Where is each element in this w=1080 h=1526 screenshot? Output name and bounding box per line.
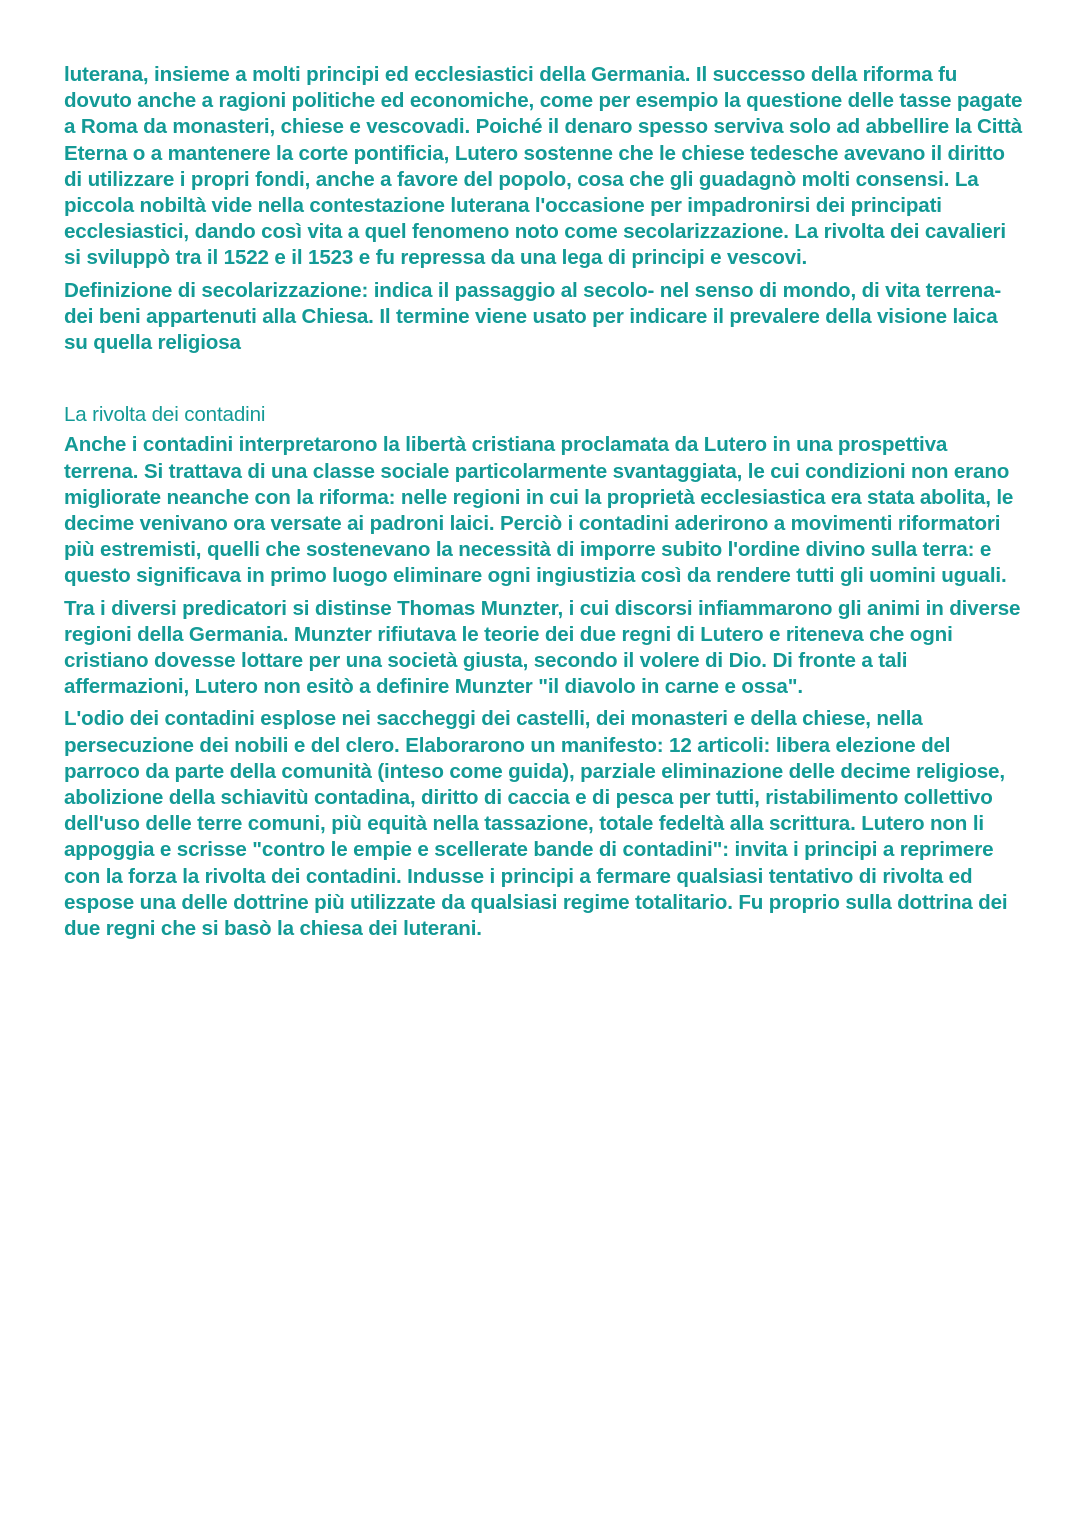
definition-secularization: Definizione di secolarizzazione: indica il passaggio al secolo- nel senso di mondo, di vita terrena- dei beni appartenuti alla Chiesa. Il termine viene usato per indicare il prevalere della visione laica su quella religiosa bbox=[64, 278, 1002, 355]
document-page bbox=[64, 62, 1024, 948]
section-heading-peasants-revolt: La rivolta dei contadini bbox=[64, 403, 266, 427]
paragraph-secularization-context: luterana, insieme a molti principi ed ecclesiastici della Germania. Il successo della riforma fu dovuto anche a ragioni politiche ed economiche, come per esempio la questione delle tasse pagate a Roma da monasteri, chiese e vescovadi. Poiché il denaro spesso serviva solo ad abbellire la Città Eterna o a mantenere la corte pontificia, Lutero sostenne che le chiese tedesche avevano il diritto di utilizzare i propri fondi, anche a favore del popolo, cosa che gli guadagnò molti consensi. La piccola nobiltà vide nella contestazione luterana l'occasione per impadronirsi dei principati ecclesiastici, dando così vita a quel fenomeno noto come secolarizzazione. La rivolta dei cavalieri si sviluppò tra il 1522 e il 1523 e fu repressa da una lega di principi e vescovi. bbox=[64, 63, 1023, 270]
paragraph-peasants-interpretation: Anche i contadini interpretarono la libertà cristiana proclamata da Lutero in una prospettiva terrena. Si trattava di una classe sociale particolarmente svantaggiata, le cui condizioni non erano migliorate neanche con la riforma: nelle regioni in cui la proprietà ecclesiastica era stata abolita, le decime venivano ora versate ai padroni laici. Perciò i contadini aderirono a movimenti riformatori più estremisti, quelli che sostenevano la necessità di imporre subito l'ordine divino sulla terra: e questo significava in primo luogo eliminare ogni ingiustizia così da rendere tutti gli uomini uguali. bbox=[64, 433, 1014, 588]
paragraph-munzter: Tra i diversi predicatori si distinse Thomas Munzter, i cui discorsi infiammarono gli animi in diverse regioni della Germania. Munzter rifiutava le teorie dei due regni di Lutero e riteneva che ogni cristiano dovesse lottare per una società giusta, secondo il volere di Dio. Di fronte a tali affermazioni, Lutero non esitò a definire Munzter "il diavolo in carne e ossa". bbox=[64, 596, 1021, 699]
paragraph-peasants-manifesto: L'odio dei contadini esplose nei saccheggi dei castelli, dei monasteri e della chiese, nella persecuzione dei nobili e del clero. Elaborarono un manifesto: 12 articoli: libera elezione del parroco da parte della comunità (inteso come guida), parziale eliminazione delle decime religiose, abolizione della schiavitù contadina, diritto di caccia e di pesca per tutti, ristabilimento collettivo dell'uso delle terre comuni, più equità nella tassazione, totale fedeltà alla scrittura. Lutero non li appoggia e scrisse "contro le empie e scellerate bande di contadini": invita i principi a reprimere con la forza la rivolta dei contadini. Indusse i principi a fermare qualsiasi tentativo di rivolta ed espose una delle dottrine più utilizzate da qualsiasi regime totalitario. Fu proprio sulla dottrina dei due regni che si basò la chiesa dei luterani. bbox=[64, 707, 1008, 941]
section-spacer bbox=[64, 362, 1024, 402]
